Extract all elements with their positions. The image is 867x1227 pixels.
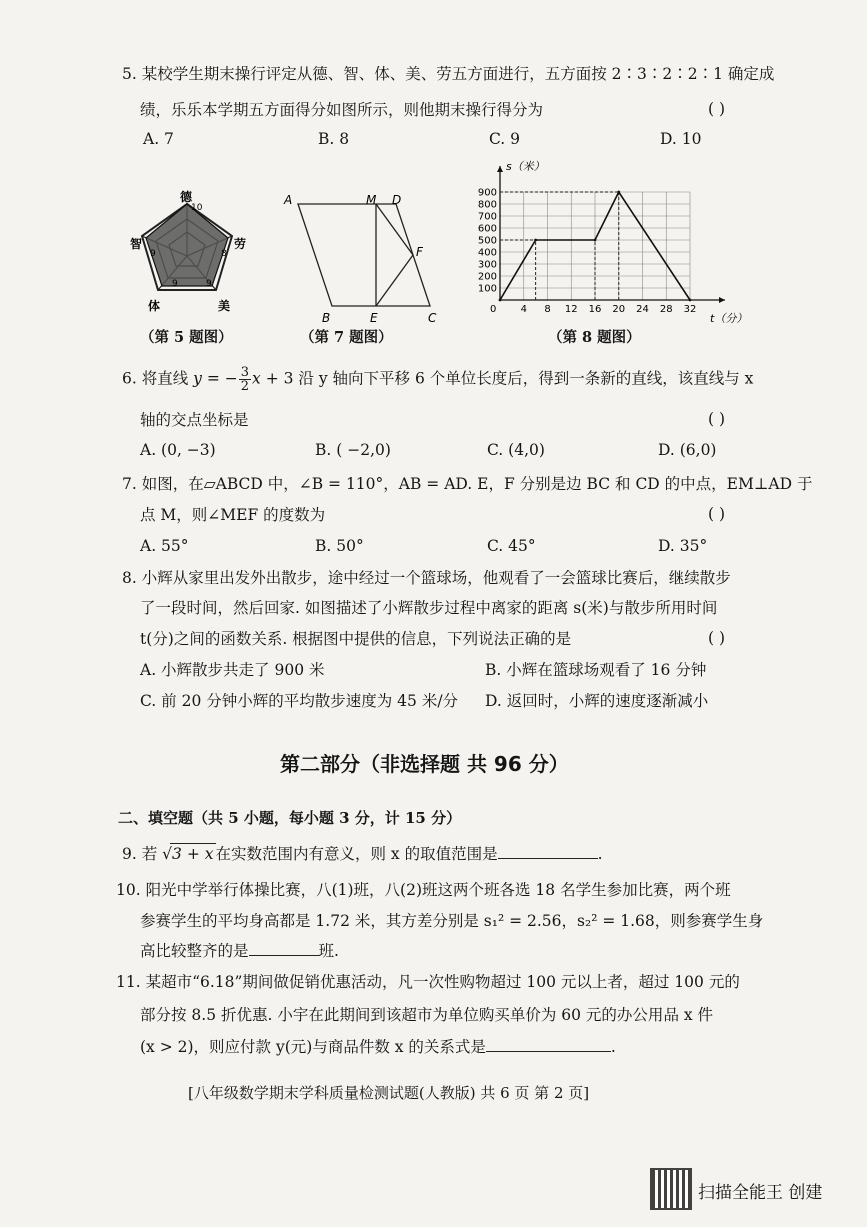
q9-line bbox=[122, 843, 603, 864]
fig5-label-lao: 劳 bbox=[234, 237, 247, 251]
fig5-radar-diagram bbox=[130, 186, 248, 318]
q5-option-d: D. 10 bbox=[660, 130, 702, 148]
q5-answer-paren: ( ) bbox=[708, 100, 726, 118]
fig7-point-b: B bbox=[322, 311, 331, 324]
fig7-point-e: E bbox=[370, 311, 378, 324]
fig7-segment-mf bbox=[376, 204, 413, 255]
fig8-caption: （第 8 题图） bbox=[548, 329, 641, 346]
q7-option-a: A. 55° bbox=[140, 537, 189, 555]
fig7-point-f: F bbox=[416, 245, 423, 259]
q7-line1: 7. 如图，在▱ABCD 中，∠B = 110°，AB = AD. E，F 分别是边 BC 和 CD 的中点，EM⊥AD 于 bbox=[122, 475, 813, 493]
q9-prefix: 9. 若 bbox=[122, 845, 163, 863]
fig5-score-mei: 9 bbox=[206, 279, 212, 289]
q6-line1-a: 6. 将直线 bbox=[122, 369, 194, 388]
fig8-data-point bbox=[689, 299, 692, 302]
q5-option-a: A. 7 bbox=[143, 130, 174, 148]
q8-line3: t(分)之间的函数关系. 根据图中提供的信息，下列说法正确的是 bbox=[140, 630, 572, 648]
q6-eq-x: x bbox=[252, 369, 261, 388]
fig5-label-zhi: 智 bbox=[130, 237, 143, 251]
q7-line2: 点 M，则∠MEF 的度数为 bbox=[140, 506, 326, 524]
q5-option-b: B. 8 bbox=[318, 130, 350, 148]
q6-eq-y: y bbox=[193, 369, 202, 388]
fig7-point-m: M bbox=[366, 193, 377, 207]
q11-line3-b: . bbox=[610, 1038, 616, 1056]
watermark-text: 扫描全能王 创建 bbox=[698, 1183, 823, 1203]
fig7-point-d: D bbox=[392, 193, 402, 207]
fig7-caption: （第 7 题图） bbox=[300, 329, 393, 346]
fig8-data-point bbox=[534, 239, 537, 242]
fig8-origin-label: 0 bbox=[490, 304, 497, 315]
q7-option-b: B. 50° bbox=[315, 537, 364, 555]
fig8-x-tick-label: 28 bbox=[659, 304, 673, 315]
fig8-data-point bbox=[617, 191, 620, 194]
fig8-y-tick-label: 900 bbox=[477, 187, 497, 199]
q7-option-c: C. 45° bbox=[487, 537, 536, 555]
fig7-abcd bbox=[298, 204, 430, 306]
fig8-y-tick-label: 300 bbox=[477, 259, 497, 271]
fig8-x-tick-label: 12 bbox=[564, 304, 578, 315]
part2-heading: 第二部分（非选择题 共 96 分） bbox=[280, 752, 569, 776]
q10-line3 bbox=[140, 941, 339, 961]
q10-line1: 10. 阳光中学举行体操比赛，八(1)班，八(2)班这两个班各选 18 名学生参加比赛，两个班 bbox=[116, 881, 731, 899]
q6-option-c: C. (4,0) bbox=[487, 441, 545, 459]
fig8-y-arrow-icon bbox=[497, 166, 503, 172]
fig5-caption: （第 5 题图） bbox=[140, 329, 233, 346]
section2-title: 二、填空题（共 5 小题，每小题 3 分，计 15 分） bbox=[118, 809, 462, 827]
q8-option-c: C. 前 20 分钟小辉的平均散步速度为 45 米/分 bbox=[140, 692, 459, 710]
fig5-score-polygon bbox=[146, 204, 228, 286]
q8-option-b: B. 小辉在篮球场观看了 16 分钟 bbox=[485, 661, 707, 679]
fig5-label-mei: 美 bbox=[218, 299, 231, 313]
q6-option-b: B. ( −2,0) bbox=[315, 441, 391, 459]
fig7-point-a: A bbox=[284, 193, 293, 207]
fig8-x-tick-label: 8 bbox=[544, 304, 551, 315]
fig8-x-axis-label: t（分） bbox=[710, 312, 748, 325]
q8-option-d: D. 返回时，小辉的速度逐渐减小 bbox=[485, 692, 709, 710]
fig7-segment-ef bbox=[376, 255, 413, 306]
fig5-score-ti: 9 bbox=[172, 279, 178, 289]
fig7-point-c: C bbox=[428, 311, 437, 324]
q7-option-d: D. 35° bbox=[658, 537, 708, 555]
q11-answer-blank[interactable] bbox=[486, 1037, 611, 1052]
fig5-score-lao: 8 bbox=[221, 249, 227, 259]
q6-frac-num: 3 bbox=[240, 365, 250, 380]
q6-answer-paren: ( ) bbox=[708, 410, 726, 428]
q11-line1: 11. 某超市“6.18”期间做促销优惠活动，凡一次性购物超过 100 元以上者，超过 100 元的 bbox=[116, 973, 740, 991]
q10-line3-b: 班. bbox=[318, 942, 339, 960]
fig8-y-axis-label: s（米） bbox=[506, 160, 545, 173]
fig5-score-de: 10 bbox=[191, 203, 203, 213]
q8-answer-paren: ( ) bbox=[708, 629, 726, 647]
fig8-x-tick-label: 20 bbox=[612, 304, 626, 315]
q5-line1: 5. 某校学生期末操行评定从德、智、体、美、劳五方面进行，五方面按 2∶3∶2∶2∶1 确定成 bbox=[122, 65, 775, 83]
q6-frac-den: 2 bbox=[240, 379, 250, 394]
fig7-parallelogram-diagram bbox=[278, 190, 448, 324]
q6-eq-equals: = − bbox=[201, 369, 238, 388]
fig8-y-tick-label: 600 bbox=[477, 223, 497, 235]
fig5-score-zhi: 9 bbox=[150, 249, 156, 259]
fig8-x-tick-label: 32 bbox=[683, 304, 697, 315]
q8-option-a: A. 小辉散步共走了 900 米 bbox=[140, 661, 325, 679]
fig8-y-tick-label: 800 bbox=[477, 199, 497, 211]
fig8-x-tick-label: 16 bbox=[588, 304, 602, 315]
q11-line3-a: (x > 2)，则应付款 y(元)与商品件数 x 的关系式是 bbox=[140, 1038, 486, 1056]
fig8-y-tick-label: 500 bbox=[477, 235, 497, 247]
fig5-label-ti: 体 bbox=[148, 299, 161, 313]
q6-fraction bbox=[239, 366, 251, 393]
fig8-data-point bbox=[499, 299, 502, 302]
q10-line3-a: 高比较整齐的是 bbox=[140, 942, 249, 960]
q6-option-a: A. (0, −3) bbox=[140, 441, 216, 459]
q6-line1 bbox=[122, 366, 753, 393]
q8-line2: 了一段时间，然后回家. 如图描述了小辉散步过程中离家的距离 s(米)与散步所用时间 bbox=[140, 599, 718, 617]
q5-option-c: C. 9 bbox=[489, 130, 521, 148]
qr-code-icon bbox=[652, 1170, 690, 1208]
q9-radicand: 3 + x bbox=[172, 845, 214, 863]
q10-answer-blank[interactable] bbox=[249, 941, 319, 956]
fig8-y-tick-label: 400 bbox=[477, 247, 497, 259]
fig8-x-tick-label: 24 bbox=[636, 304, 649, 315]
fig8-line-chart bbox=[470, 160, 760, 325]
q11-line2: 部分按 8.5 折优惠. 小宇在此期间到该超市为单位购买单价为 60 元的办公用品 x 件 bbox=[140, 1006, 714, 1024]
q8-line1: 8. 小辉从家里出发外出散步，途中经过一个篮球场，他观看了一会篮球比赛后，继续散步 bbox=[122, 569, 731, 587]
q6-line2: 轴的交点坐标是 bbox=[140, 411, 249, 429]
fig5-label-de: 德 bbox=[180, 190, 193, 204]
q7-answer-paren: ( ) bbox=[708, 505, 726, 523]
fig8-y-tick-label: 700 bbox=[477, 211, 497, 223]
q9-sqrt-sign: √ bbox=[162, 845, 173, 863]
fig8-data-point bbox=[594, 239, 597, 242]
q11-line3 bbox=[140, 1037, 616, 1057]
fig8-x-arrow-icon bbox=[719, 297, 725, 303]
q5-line2: 绩，乐乐本学期五方面得分如图所示，则他期末操行得分为 bbox=[140, 101, 544, 119]
fig8-x-tick-label: 4 bbox=[520, 304, 527, 315]
fig8-y-tick-label: 100 bbox=[477, 283, 497, 295]
q6-option-d: D. (6,0) bbox=[658, 441, 717, 459]
q10-line2: 参赛学生的平均身高都是 1.72 米，其方差分别是 s₁² = 2.56，s₂² = 1.68，则参赛学生身 bbox=[140, 912, 764, 930]
q9-answer-blank[interactable] bbox=[498, 844, 598, 859]
q9-end: . bbox=[597, 845, 603, 863]
page-footer: [八年级数学期末学科质量检测试题(人教版) 共 6 页 第 2 页] bbox=[188, 1084, 590, 1102]
q9-suffix: 在实数范围内有意义，则 x 的取值范围是 bbox=[215, 845, 498, 863]
q6-line1-b: + 3 沿 y 轴向下平移 6 个单位长度后，得到一条新的直线，该直线与 x bbox=[260, 369, 754, 388]
fig8-y-tick-label: 200 bbox=[477, 271, 497, 283]
